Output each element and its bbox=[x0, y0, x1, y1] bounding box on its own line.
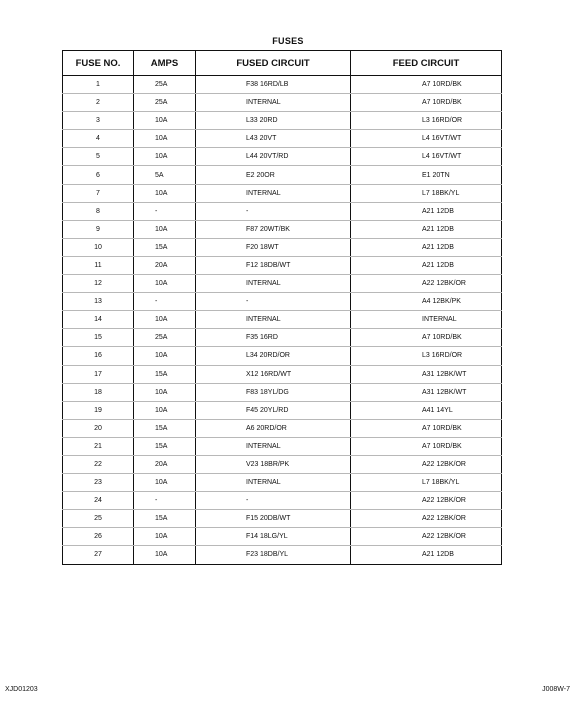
fuse-no-cell: 18 bbox=[63, 383, 134, 401]
fuse-no-cell: 6 bbox=[63, 166, 134, 184]
figure-id-left: XJD01203 bbox=[5, 686, 38, 693]
fused-circuit-cell: E2 20OR bbox=[196, 166, 351, 184]
feed-circuit-cell: A7 10RD/BK bbox=[351, 419, 502, 437]
amps-cell: - bbox=[134, 293, 196, 311]
table-row bbox=[63, 166, 502, 184]
amps-cell: - bbox=[134, 202, 196, 220]
table-row bbox=[63, 528, 502, 546]
fused-circuit-cell: INTERNAL bbox=[196, 184, 351, 202]
fuse-no-cell: 21 bbox=[63, 437, 134, 455]
fused-circuit-cell: F14 18LG/YL bbox=[196, 528, 351, 546]
amps-cell: - bbox=[134, 492, 196, 510]
table-row bbox=[63, 365, 502, 383]
table-row bbox=[63, 419, 502, 437]
fuse-no-cell: 22 bbox=[63, 455, 134, 473]
fused-circuit-cell: INTERNAL bbox=[196, 437, 351, 455]
amps-cell: 15A bbox=[134, 419, 196, 437]
table-row bbox=[63, 112, 502, 130]
header-feed-circuit: FEED CIRCUIT bbox=[351, 51, 502, 76]
fuse-no-cell: 13 bbox=[63, 293, 134, 311]
feed-circuit-cell: A22 12BK/OR bbox=[351, 455, 502, 473]
fuse-no-cell: 3 bbox=[63, 112, 134, 130]
fuse-no-cell: 17 bbox=[63, 365, 134, 383]
amps-cell: 10A bbox=[134, 528, 196, 546]
feed-circuit-cell: A21 12DB bbox=[351, 202, 502, 220]
fused-circuit-cell: F38 16RD/LB bbox=[196, 76, 351, 94]
page-title: FUSES bbox=[272, 36, 304, 46]
fused-circuit-cell: F20 18WT bbox=[196, 238, 351, 256]
amps-cell: 10A bbox=[134, 130, 196, 148]
feed-circuit-cell: A7 10RD/BK bbox=[351, 437, 502, 455]
feed-circuit-cell: A7 10RD/BK bbox=[351, 94, 502, 112]
fused-circuit-cell: F45 20YL/RD bbox=[196, 401, 351, 419]
amps-cell: 5A bbox=[134, 166, 196, 184]
fuse-no-cell: 15 bbox=[63, 329, 134, 347]
amps-cell: 15A bbox=[134, 510, 196, 528]
feed-circuit-cell: L4 16VT/WT bbox=[351, 130, 502, 148]
fused-circuit-cell: INTERNAL bbox=[196, 275, 351, 293]
table-row bbox=[63, 238, 502, 256]
fuse-no-cell: 26 bbox=[63, 528, 134, 546]
fuse-table bbox=[62, 50, 502, 565]
table-row bbox=[63, 455, 502, 473]
feed-circuit-cell: L4 16VT/WT bbox=[351, 148, 502, 166]
feed-circuit-cell: A21 12DB bbox=[351, 238, 502, 256]
table-row bbox=[63, 474, 502, 492]
table-row bbox=[63, 401, 502, 419]
table-row bbox=[63, 202, 502, 220]
fused-circuit-cell: INTERNAL bbox=[196, 474, 351, 492]
fuse-no-cell: 25 bbox=[63, 510, 134, 528]
fused-circuit-cell: F15 20DB/WT bbox=[196, 510, 351, 528]
feed-circuit-cell: A31 12BK/WT bbox=[351, 383, 502, 401]
fused-circuit-cell: L43 20VT bbox=[196, 130, 351, 148]
fuse-no-cell: 10 bbox=[63, 238, 134, 256]
fuse-no-cell: 20 bbox=[63, 419, 134, 437]
table-row bbox=[63, 130, 502, 148]
fuse-no-cell: 7 bbox=[63, 184, 134, 202]
figure-id-right: J008W-7 bbox=[542, 686, 570, 693]
amps-cell: 10A bbox=[134, 311, 196, 329]
table-row bbox=[63, 347, 502, 365]
table-row bbox=[63, 275, 502, 293]
amps-cell: 10A bbox=[134, 184, 196, 202]
fuse-no-cell: 9 bbox=[63, 220, 134, 238]
table-row bbox=[63, 492, 502, 510]
feed-circuit-cell: A21 12DB bbox=[351, 220, 502, 238]
table-row bbox=[63, 76, 502, 94]
amps-cell: 15A bbox=[134, 365, 196, 383]
feed-circuit-cell: A22 12BK/OR bbox=[351, 528, 502, 546]
header-fused-circuit: FUSED CIRCUIT bbox=[196, 51, 351, 76]
fused-circuit-cell: L34 20RD/OR bbox=[196, 347, 351, 365]
fuse-no-cell: 2 bbox=[63, 94, 134, 112]
fuse-no-cell: 16 bbox=[63, 347, 134, 365]
fused-circuit-cell: L33 20RD bbox=[196, 112, 351, 130]
amps-cell: 10A bbox=[134, 546, 196, 564]
amps-cell: 10A bbox=[134, 401, 196, 419]
feed-circuit-cell: E1 20TN bbox=[351, 166, 502, 184]
feed-circuit-cell: L7 18BK/YL bbox=[351, 184, 502, 202]
fuse-no-cell: 19 bbox=[63, 401, 134, 419]
fused-circuit-cell: INTERNAL bbox=[196, 94, 351, 112]
fused-circuit-cell: INTERNAL bbox=[196, 311, 351, 329]
fuse-no-cell: 12 bbox=[63, 275, 134, 293]
feed-circuit-cell: A41 14YL bbox=[351, 401, 502, 419]
fuse-no-cell: 4 bbox=[63, 130, 134, 148]
fuse-no-cell: 27 bbox=[63, 546, 134, 564]
feed-circuit-cell: A22 12BK/OR bbox=[351, 492, 502, 510]
amps-cell: 25A bbox=[134, 94, 196, 112]
fuse-no-cell: 8 bbox=[63, 202, 134, 220]
feed-circuit-cell: L7 18BK/YL bbox=[351, 474, 502, 492]
fused-circuit-cell: F83 18YL/DG bbox=[196, 383, 351, 401]
table-header-row bbox=[63, 51, 502, 76]
feed-circuit-cell: A7 10RD/BK bbox=[351, 329, 502, 347]
header-amps: AMPS bbox=[134, 51, 196, 76]
table-row bbox=[63, 383, 502, 401]
amps-cell: 15A bbox=[134, 437, 196, 455]
header-fuse-no: FUSE NO. bbox=[63, 51, 134, 76]
fused-circuit-cell: - bbox=[196, 202, 351, 220]
fused-circuit-cell: - bbox=[196, 293, 351, 311]
table-row bbox=[63, 546, 502, 564]
table-row bbox=[63, 510, 502, 528]
fused-circuit-cell: A6 20RD/OR bbox=[196, 419, 351, 437]
table-row bbox=[63, 220, 502, 238]
fused-circuit-cell: - bbox=[196, 492, 351, 510]
table-row bbox=[63, 311, 502, 329]
amps-cell: 10A bbox=[134, 383, 196, 401]
table-row bbox=[63, 329, 502, 347]
fused-circuit-cell: L44 20VT/RD bbox=[196, 148, 351, 166]
amps-cell: 10A bbox=[134, 474, 196, 492]
feed-circuit-cell: L3 16RD/OR bbox=[351, 347, 502, 365]
table-row bbox=[63, 256, 502, 274]
amps-cell: 25A bbox=[134, 329, 196, 347]
amps-cell: 10A bbox=[134, 148, 196, 166]
amps-cell: 20A bbox=[134, 256, 196, 274]
feed-circuit-cell: A31 12BK/WT bbox=[351, 365, 502, 383]
fused-circuit-cell: F87 20WT/BK bbox=[196, 220, 351, 238]
fuse-no-cell: 24 bbox=[63, 492, 134, 510]
amps-cell: 25A bbox=[134, 76, 196, 94]
fuse-no-cell: 14 bbox=[63, 311, 134, 329]
fused-circuit-cell: V23 18BR/PK bbox=[196, 455, 351, 473]
fused-circuit-cell: X12 16RD/WT bbox=[196, 365, 351, 383]
amps-cell: 15A bbox=[134, 238, 196, 256]
fused-circuit-cell: F23 18DB/YL bbox=[196, 546, 351, 564]
table-row bbox=[63, 437, 502, 455]
amps-cell: 10A bbox=[134, 112, 196, 130]
fuse-no-cell: 23 bbox=[63, 474, 134, 492]
amps-cell: 10A bbox=[134, 347, 196, 365]
feed-circuit-cell: INTERNAL bbox=[351, 311, 502, 329]
amps-cell: 20A bbox=[134, 455, 196, 473]
amps-cell: 10A bbox=[134, 275, 196, 293]
fuse-no-cell: 11 bbox=[63, 256, 134, 274]
feed-circuit-cell: A7 10RD/BK bbox=[351, 76, 502, 94]
feed-circuit-cell: A4 12BK/PK bbox=[351, 293, 502, 311]
fused-circuit-cell: F35 16RD bbox=[196, 329, 351, 347]
feed-circuit-cell: A22 12BK/OR bbox=[351, 275, 502, 293]
amps-cell: 10A bbox=[134, 220, 196, 238]
table-body bbox=[63, 76, 502, 565]
table-row bbox=[63, 184, 502, 202]
fuse-no-cell: 1 bbox=[63, 76, 134, 94]
feed-circuit-cell: A21 12DB bbox=[351, 256, 502, 274]
feed-circuit-cell: A22 12BK/OR bbox=[351, 510, 502, 528]
table-row bbox=[63, 94, 502, 112]
fused-circuit-cell: F12 18DB/WT bbox=[196, 256, 351, 274]
table-row bbox=[63, 148, 502, 166]
feed-circuit-cell: L3 16RD/OR bbox=[351, 112, 502, 130]
feed-circuit-cell: A21 12DB bbox=[351, 546, 502, 564]
table-row bbox=[63, 293, 502, 311]
fuse-no-cell: 5 bbox=[63, 148, 134, 166]
